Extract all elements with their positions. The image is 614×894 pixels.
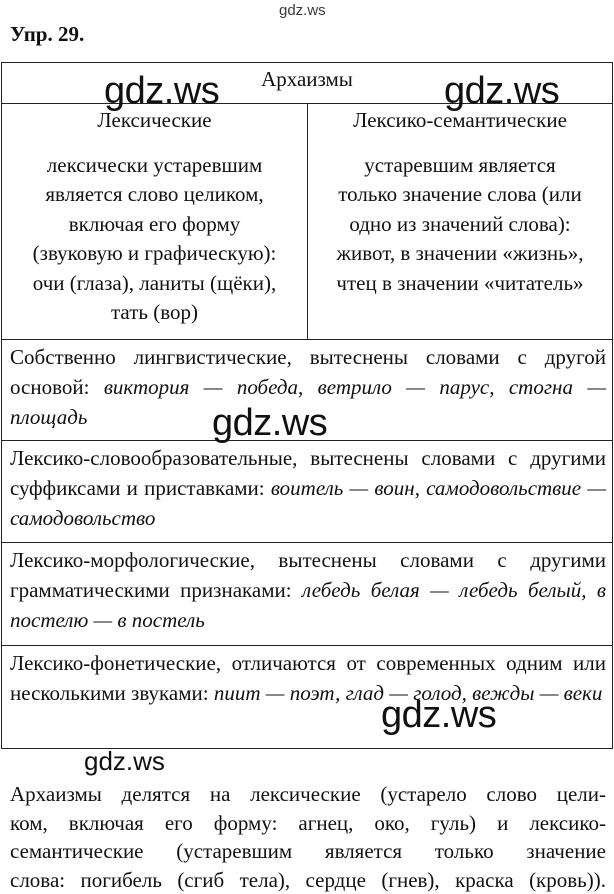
watermark-top: gdz.ws <box>279 2 326 19</box>
lexico-semantic-column <box>308 104 612 339</box>
lexical-heading: Лексические <box>6 106 303 136</box>
lexico-semantic-heading: Лексико-семантические <box>312 106 608 136</box>
paragraph-line: ком, включая его форму: агнец, око, гуль) и лексико- <box>10 809 606 838</box>
paragraph-line: семантические (устаревшим является только значение <box>10 837 606 866</box>
watermark: gdz.ws <box>104 70 219 113</box>
lexico-derivational-row <box>2 441 612 543</box>
lexical-column <box>2 104 308 339</box>
paragraph-line: слова: погибель (сгиб тела), сердце (гнев), краска (кровь)). <box>10 866 606 894</box>
row-examples: воитель — воин, самодовольствие — самодовольство <box>10 476 606 530</box>
watermark: gdz.ws <box>444 70 559 113</box>
lexico-semantic-line: чтец в значении «читатель» <box>312 269 608 299</box>
row-examples: виктория — победа, ветрило — парус, стогна — площадь <box>10 375 606 429</box>
row-text: Собственно лингвистические, вытеснены словами с другой основой: <box>10 345 606 399</box>
lexical-line: (звуковую и графическую): <box>6 239 303 269</box>
lexical-line: тать (вор) <box>6 298 303 328</box>
lexico-phonetic-row <box>2 646 612 749</box>
lexico-semantic-line: одно из значений слова): <box>312 210 608 240</box>
summary-paragraph <box>10 780 606 894</box>
watermark: gdz.ws <box>84 746 165 777</box>
table-two-columns <box>2 104 612 340</box>
lexico-semantic-line: устаревшим является <box>312 151 608 181</box>
watermark: gdz.ws <box>212 402 327 445</box>
lexico-semantic-line: живот, в значении «жизнь», <box>312 239 608 269</box>
row-text: Лексико-фонетические, отличаются от современных одним или несколькими звуками: <box>10 651 606 705</box>
lexical-line: включая его форму <box>6 210 303 240</box>
lexical-line: очи (глаза), ланиты (щёки), <box>6 269 303 299</box>
lexico-semantic-line: только значение слова (или <box>312 180 608 210</box>
lexical-line: лексически устаревшим <box>6 151 303 181</box>
lexical-line: является слово целиком, <box>6 180 303 210</box>
row-text: Лексико-словообразовательные, вытеснены словами с другими суффиксами и приставками: <box>10 446 606 500</box>
exercise-title: Упр. 29. <box>10 22 84 47</box>
lexico-morphological-row <box>2 543 612 646</box>
row-text: Лексико-морфологические, вытеснены словами с другими грамматическими признаками: <box>10 548 606 602</box>
row-examples: лебедь белая — лебедь белый, в постелю — в постель <box>10 578 606 632</box>
table-header: Архаизмы <box>2 63 612 104</box>
watermark: gdz.ws <box>381 694 496 737</box>
row-examples: пиит — поэт, глад — голод, вежды — веки <box>214 681 603 705</box>
paragraph-line: Архаизмы делятся на лексические (устарело слово цели- <box>10 780 606 809</box>
